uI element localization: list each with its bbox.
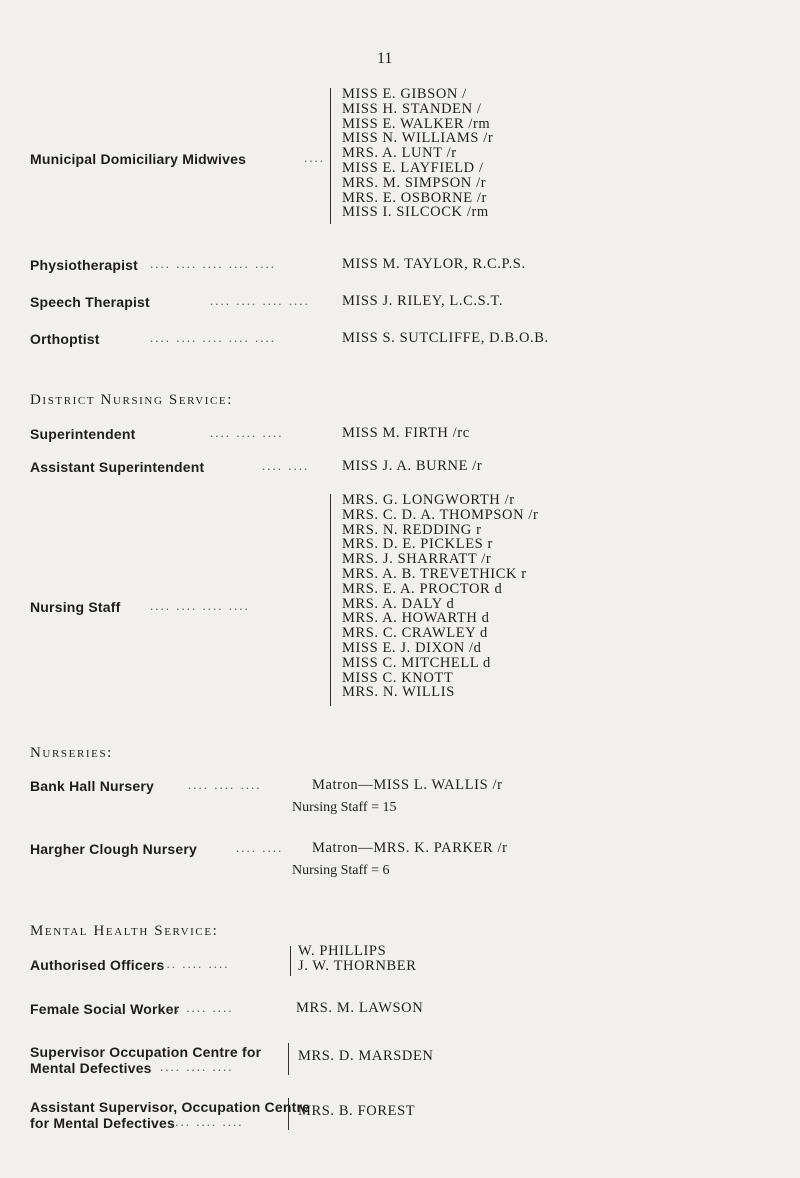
mental-health-heading: Mental Health Service: [30, 923, 219, 939]
page-number: 11 [377, 50, 393, 67]
authorised-officers-brace [282, 946, 291, 976]
nursing-staff-label: Nursing Staff [30, 599, 121, 615]
assistant-supervisor-leader-dots: .... .... .... [170, 1114, 244, 1129]
orthoptist-leader-dots: .... .... .... .... .... [150, 330, 276, 345]
supervisor-label-line2: Mental Defectives [30, 1060, 152, 1076]
municipal-brace [330, 88, 336, 224]
nursing-staff-leader-dots: .... .... .... .... [150, 598, 250, 613]
hargher-clough-nursing-staff: Nursing Staff = 6 [292, 863, 390, 878]
bank-hall-leader-dots: .... .... .... [188, 777, 262, 792]
superintendent-value: MISS M. FIRTH /rc [342, 425, 470, 441]
superintendent-label: Superintendent [30, 426, 136, 442]
midwife-name: MRS. A. LUNT /r [342, 145, 457, 162]
nurse-name: MISS E. J. DIXON /d [342, 639, 482, 656]
orthoptist-value: MISS S. SUTCLIFFE, D.B.O.B. [342, 330, 549, 346]
midwife-name: MISS E. WALKER /rm [342, 115, 491, 132]
officer-name: J. W. THORNBER [298, 957, 417, 974]
assistant-supervisor-label-line2: for Mental Defectives [30, 1115, 176, 1131]
nurse-name: MRS. A. B. TREVETHICK r [342, 565, 527, 582]
nurse-name: MRS. N. WILLIS [342, 684, 455, 701]
municipal-midwives-label: Municipal Domiciliary Midwives [30, 151, 247, 167]
nurse-name: MRS. C. D. A. THOMPSON /r [342, 506, 539, 523]
midwife-name: MRS. M. SIMPSON /r [342, 174, 487, 191]
female-social-worker-leader-dots: .... .... .... [160, 1000, 234, 1015]
bank-hall-matron: Matron—MISS L. WALLIS /r [312, 777, 503, 793]
assistant-superintendent-leader-dots: .... .... [262, 458, 310, 473]
supervisor-value: MRS. D. MARSDEN [298, 1048, 434, 1064]
authorised-officers-names-list [298, 944, 417, 974]
authorised-officers-leader-dots: .... .... .... [156, 956, 230, 971]
assistant-superintendent-label: Assistant Superintendent [30, 459, 205, 475]
assistant-superintendent-value: MISS J. A. BURNE /r [342, 458, 483, 474]
nurse-name: MRS. C. CRAWLEY d [342, 625, 488, 642]
midwife-name: MISS I. SILCOCK /rm [342, 204, 489, 221]
superintendent-leader-dots: .... .... .... [210, 425, 284, 440]
hargher-clough-matron: Matron—MRS. K. PARKER /r [312, 840, 508, 856]
speech-therapist-label: Speech Therapist [30, 294, 150, 310]
nurse-name: MRS. D. E. PICKLES r [342, 536, 493, 553]
midwife-name: MISS E. LAYFIELD / [342, 159, 484, 176]
municipal-leader-dots: .... [304, 150, 325, 165]
district-nursing-heading: District Nursing Service: [30, 392, 234, 408]
nurse-name: MRS. A. DALY d [342, 595, 455, 612]
nurseries-heading: Nurseries: [30, 745, 113, 761]
municipal-names-list [342, 87, 493, 220]
female-social-worker-label: Female Social Worker [30, 1001, 180, 1017]
nursing-staff-brace [330, 494, 336, 706]
hargher-clough-nursery-label: Hargher Clough Nursery [30, 841, 197, 857]
speech-therapist-leader-dots: .... .... .... .... [210, 293, 310, 308]
midwife-name: MISS H. STANDEN / [342, 100, 482, 117]
physiotherapist-label: Physiotherapist [30, 257, 139, 273]
midwife-name: MISS E. GIBSON / [342, 86, 467, 102]
orthoptist-label: Orthoptist [30, 331, 100, 347]
nurse-name: MISS C. MITCHELL d [342, 654, 491, 671]
nurse-name: MRS. E. A. PROCTOR d [342, 580, 503, 597]
midwife-name: MISS N. WILLIAMS /r [342, 130, 494, 147]
assistant-supervisor-brace [280, 1098, 289, 1130]
nurse-name: MISS C. KNOTT [342, 669, 454, 686]
nurse-name: MRS. J. SHARRATT /r [342, 551, 492, 568]
supervisor-label-line1: Supervisor Occupation Centre for [30, 1044, 262, 1060]
physiotherapist-value: MISS M. TAYLOR, R.C.P.S. [342, 256, 526, 272]
officer-name: W. PHILLIPS [298, 943, 387, 959]
midwife-name: MRS. E. OSBORNE /r [342, 189, 487, 206]
female-social-worker-value: MRS. M. LAWSON [296, 1000, 424, 1016]
speech-therapist-value: MISS J. RILEY, L.C.S.T. [342, 293, 504, 309]
supervisor-leader-dots: .... .... .... [160, 1059, 234, 1074]
authorised-officers-label: Authorised Officers [30, 957, 165, 973]
bank-hall-nursing-staff: Nursing Staff = 15 [292, 800, 397, 815]
assistant-supervisor-label-line1: Assistant Supervisor, Occupation Centre [30, 1099, 311, 1115]
nurse-name: MRS. N. REDDING r [342, 521, 482, 538]
nurse-name: MRS. G. LONGWORTH /r [342, 492, 515, 508]
assistant-supervisor-value: MRS. B. FOREST [298, 1103, 416, 1119]
hargher-clough-leader-dots: .... .... [236, 840, 284, 855]
physiotherapist-leader-dots: .... .... .... .... .... [150, 256, 276, 271]
nursing-staff-names-list [342, 493, 538, 700]
bank-hall-nursery-label: Bank Hall Nursery [30, 778, 155, 794]
nurse-name: MRS. A. HOWARTH d [342, 610, 490, 627]
supervisor-brace [280, 1043, 289, 1075]
